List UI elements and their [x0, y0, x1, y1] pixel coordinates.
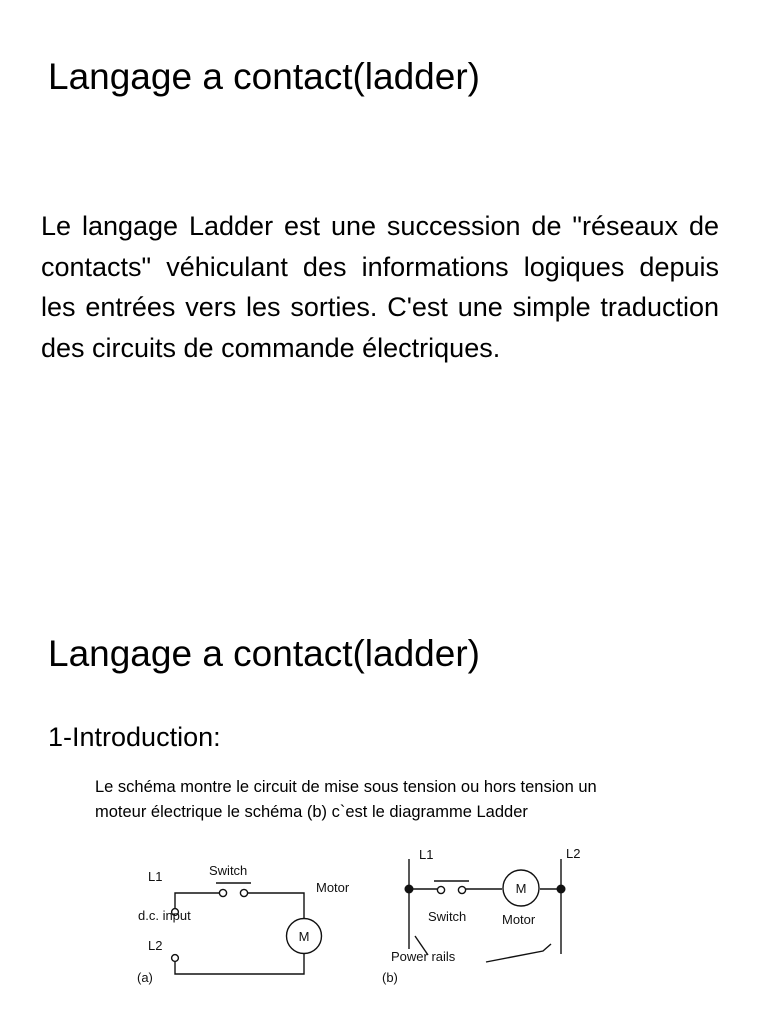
diagram-b-switch-contact-right — [458, 886, 465, 893]
diagram-a-switch-contact-right — [240, 889, 247, 896]
diagram-b-label-l1: L1 — [419, 847, 434, 862]
diagram-a-caption: (a) — [137, 970, 153, 985]
diagram-b-label-rails: Power rails — [391, 949, 456, 964]
circuit-diagrams — [0, 846, 768, 1024]
diagram-a-label-input: d.c. input — [138, 908, 191, 923]
diagram-a-terminal-l2 — [172, 955, 179, 962]
diagram-b-junction-left — [405, 885, 414, 894]
circuit-diagrams-svg — [0, 846, 768, 1024]
diagram-b-label-l2: L2 — [566, 846, 581, 861]
diagram-b-junction-right — [557, 885, 566, 894]
diagram-a-motor-symbol: M — [298, 929, 310, 944]
diagram-a-wire-top-right — [248, 893, 304, 918]
diagram-b-caption: (b) — [382, 970, 398, 985]
diagram-b-rails-pointer-right — [486, 944, 551, 962]
diagram-b-motor-symbol: M — [515, 881, 527, 896]
section-heading: 1-Introduction: — [48, 722, 221, 752]
slide-2-title: Langage a contact(ladder) — [48, 633, 480, 674]
diagram-b-label-motor: Motor — [502, 912, 536, 927]
diagram-a-wire-bottom — [175, 954, 304, 974]
slide-1-body: Le langage Ladder est une succession de "réseaux de contacts" véhiculant des informations logiques depuis les entrées vers les sorties. C'est une simple traduction des circuits de commande électriques. — [41, 211, 719, 363]
diagram-a-wire-top-left — [175, 893, 219, 909]
diagram-description: Le schéma montre le circuit de mise sous tension ou hors tension un moteur électrique le schéma (b) c`est le diagramme Ladder — [95, 778, 597, 821]
diagram-a-label-motor: Motor — [316, 880, 350, 895]
diagram-a-label-l1: L1 — [148, 869, 163, 884]
diagram-b-label-switch: Switch — [428, 909, 467, 924]
slide-1-title: Langage a contact(ladder) — [48, 56, 480, 97]
diagram-b-labels — [382, 846, 580, 985]
diagram-a-label-l2: L2 — [148, 938, 163, 953]
diagram-b-switch-contact-left — [437, 886, 444, 893]
slide-2 — [0, 582, 768, 1024]
diagram-a-labels — [137, 863, 350, 985]
diagram-a-label-switch: Switch — [209, 863, 248, 878]
diagram-a-switch-contact-left — [219, 889, 226, 896]
